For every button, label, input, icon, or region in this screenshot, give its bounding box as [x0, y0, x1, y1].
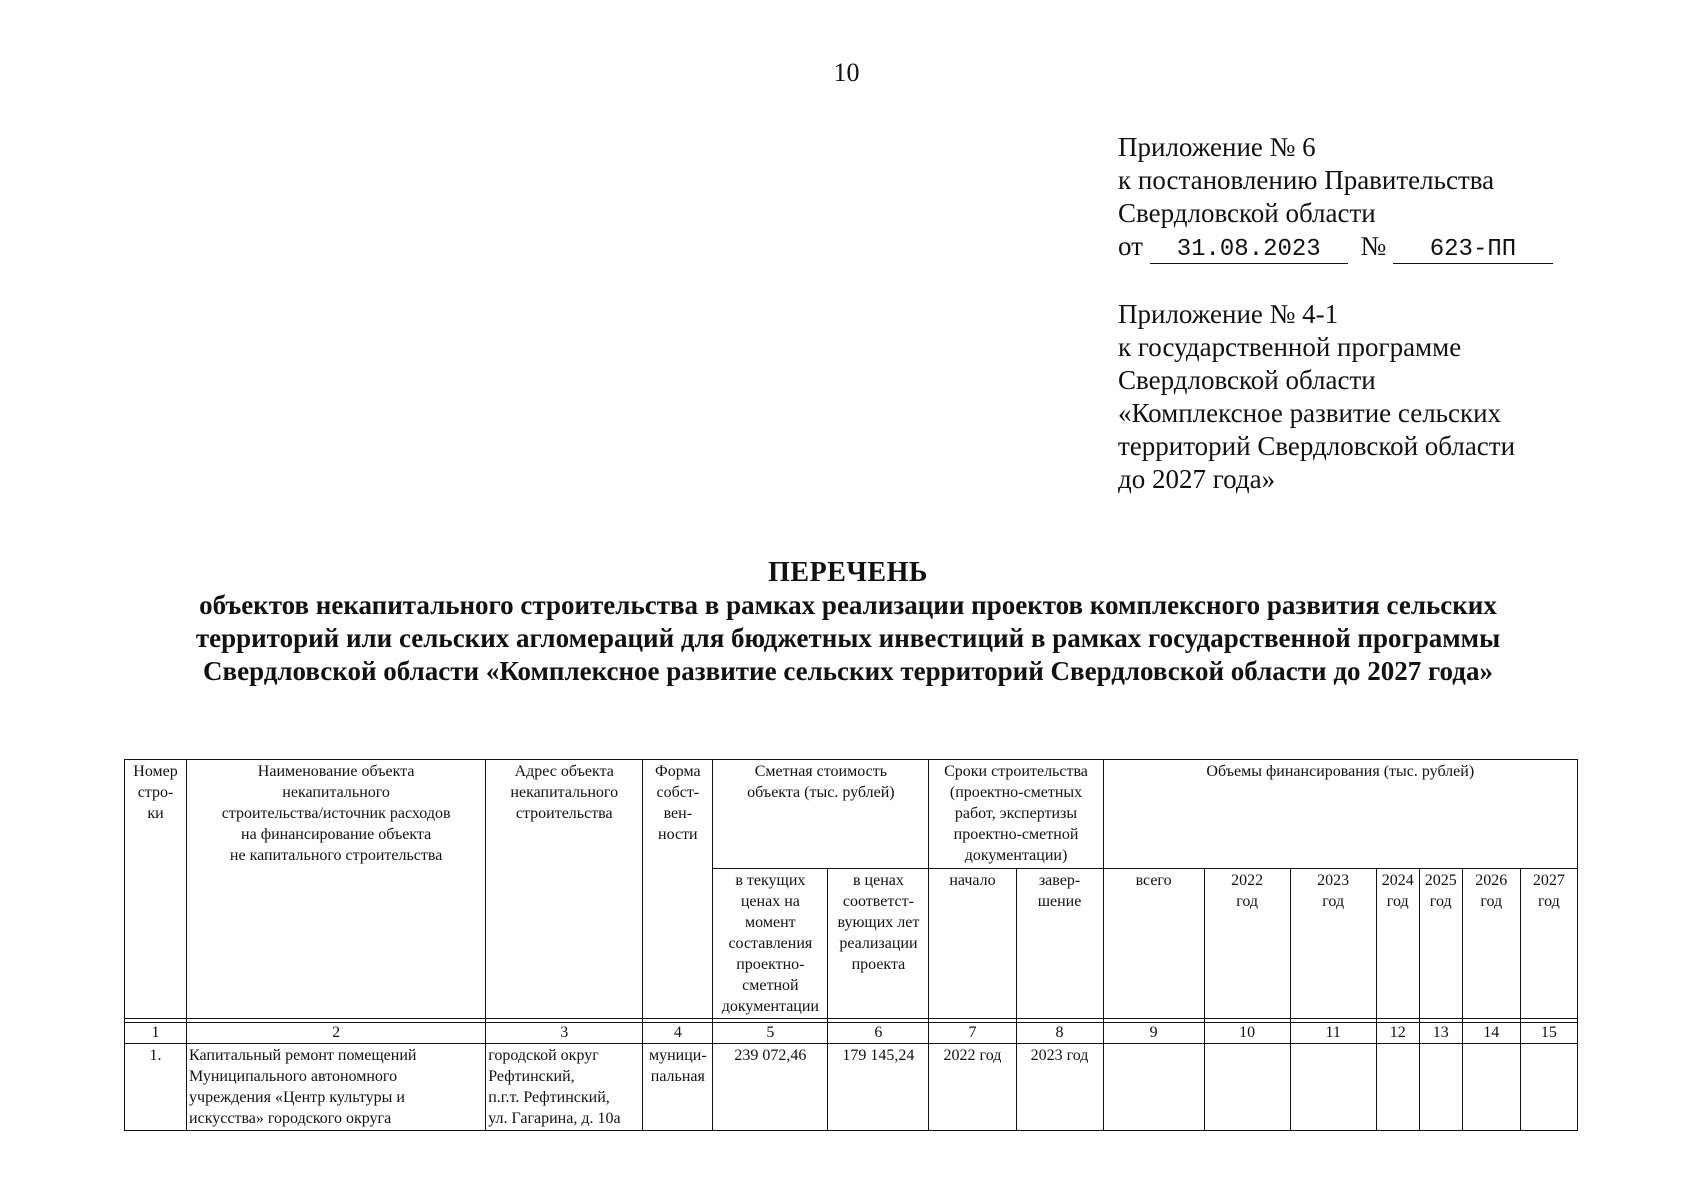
column-numbers-row: [125, 1023, 1578, 1044]
appendix-4-1-line: территорий Свердловской области: [1118, 431, 1516, 461]
financing-2024: [1376, 1044, 1419, 1131]
column-number: 11: [1290, 1023, 1376, 1044]
financing-total: [1103, 1044, 1204, 1131]
header-estimated-cost: Сметная стоимость объекта (тыс. рублей): [713, 760, 929, 869]
header-term-end: завер- шение: [1016, 869, 1103, 1019]
column-number: 1: [125, 1023, 187, 1044]
column-number: 10: [1204, 1023, 1290, 1044]
term-end: 2023 год: [1016, 1044, 1103, 1131]
header-year-2025: 2025 год: [1419, 869, 1462, 1019]
header-construction-terms: Сроки строительства (проектно-сметных работ, экспертизы проектно-сметной документации): [929, 760, 1103, 869]
table-header-row: [125, 760, 1578, 869]
appendix-4-1-line: «Комплексное развитие сельских: [1118, 398, 1502, 428]
column-number: 5: [713, 1023, 828, 1044]
header-financing: Объемы финансирования (тыс. рублей): [1103, 760, 1577, 869]
cost-project-years: 179 145,24: [828, 1044, 929, 1131]
table-row: [125, 1044, 1578, 1131]
header-object-name: Наименование объекта некапитального строительства/источник расходов на финансирование объекта не капитального строительства: [187, 760, 486, 1019]
column-number: 9: [1103, 1023, 1204, 1044]
appendix-4-1-line: до 2027 года»: [1118, 464, 1276, 494]
object-name: Капитальный ремонт помещений Муниципального автономного учреждения «Центр культуры и искусства» городского округа: [187, 1044, 486, 1131]
row-number: 1.: [125, 1044, 187, 1131]
column-number: 14: [1462, 1023, 1520, 1044]
ownership-form: муници- пальная: [643, 1044, 713, 1131]
financing-2023: [1290, 1044, 1376, 1131]
header-year-2027: 2027 год: [1520, 869, 1577, 1019]
column-number: 15: [1520, 1023, 1577, 1044]
cost-current-prices: 239 072,46: [713, 1044, 828, 1131]
financing-2027: [1520, 1044, 1577, 1131]
appendix-4-1-line: Свердловской области: [1118, 365, 1376, 395]
column-number: 4: [643, 1023, 713, 1044]
financing-2025: [1419, 1044, 1462, 1131]
column-number: 8: [1016, 1023, 1103, 1044]
header-year-2024: 2024 год: [1376, 869, 1419, 1019]
financing-2022: [1204, 1044, 1290, 1131]
appendix-6-line: Свердловской области: [1118, 198, 1376, 228]
resolution-number: 623-ПП: [1393, 237, 1553, 264]
appendix-6-block: [1118, 131, 1553, 264]
from-label: от: [1118, 231, 1143, 261]
header-year-2022: 2022 год: [1204, 869, 1290, 1019]
appendix-6-line: к постановлению Правительства: [1118, 165, 1495, 195]
column-number: 13: [1419, 1023, 1462, 1044]
header-cost-project-years: в ценах соответст- вующих лет реализации проекта: [828, 869, 929, 1019]
title-line: объектов некапитального строительства в рамках реализации проектов комплексного развития сельских: [199, 590, 1497, 620]
document-title: [90, 556, 1606, 688]
financing-2026: [1462, 1044, 1520, 1131]
header-ownership: Форма собст- вен- ности: [643, 760, 713, 1019]
appendix-4-1-line: Приложение № 4-1: [1118, 299, 1339, 329]
header-year-2026: 2026 год: [1462, 869, 1520, 1019]
header-financing-total: всего: [1103, 869, 1204, 1019]
title-line: территорий или сельских агломераций для бюджетных инвестиций в рамках государственной программы: [195, 623, 1501, 653]
title-heading: ПЕРЕЧЕНЬ: [768, 557, 928, 588]
resolution-date: 31.08.2023: [1150, 237, 1348, 264]
appendix-4-1-block: [1118, 298, 1515, 496]
appendix-6-date-line: [1118, 230, 1553, 264]
header-year-2023: 2023 год: [1290, 869, 1376, 1019]
column-number: 12: [1376, 1023, 1419, 1044]
term-start: 2022 год: [929, 1044, 1016, 1131]
objects-table: [124, 759, 1578, 1131]
column-number: 3: [486, 1023, 643, 1044]
header-object-address: Адрес объекта некапитального строительства: [486, 760, 643, 1019]
page-number: 10: [833, 58, 860, 87]
appendix-4-1-line: к государственной программе: [1118, 332, 1462, 362]
number-label: №: [1360, 231, 1387, 261]
object-address: городской округ Рефтинский, п.г.т. Рефтинский, ул. Гагарина, д. 10а: [486, 1044, 643, 1131]
header-term-start: начало: [929, 869, 1016, 1019]
header-row-number: Номер стро- ки: [125, 760, 187, 1019]
header-cost-current-prices: в текущих ценах на момент составления проектно- сметной документации: [713, 869, 828, 1019]
column-number: 2: [187, 1023, 486, 1044]
title-line: Свердловской области «Комплексное развитие сельских территорий Свердловской области до 2027 года»: [203, 656, 1493, 686]
appendix-6-line: Приложение № 6: [1118, 132, 1316, 162]
column-number: 7: [929, 1023, 1016, 1044]
column-number: 6: [828, 1023, 929, 1044]
